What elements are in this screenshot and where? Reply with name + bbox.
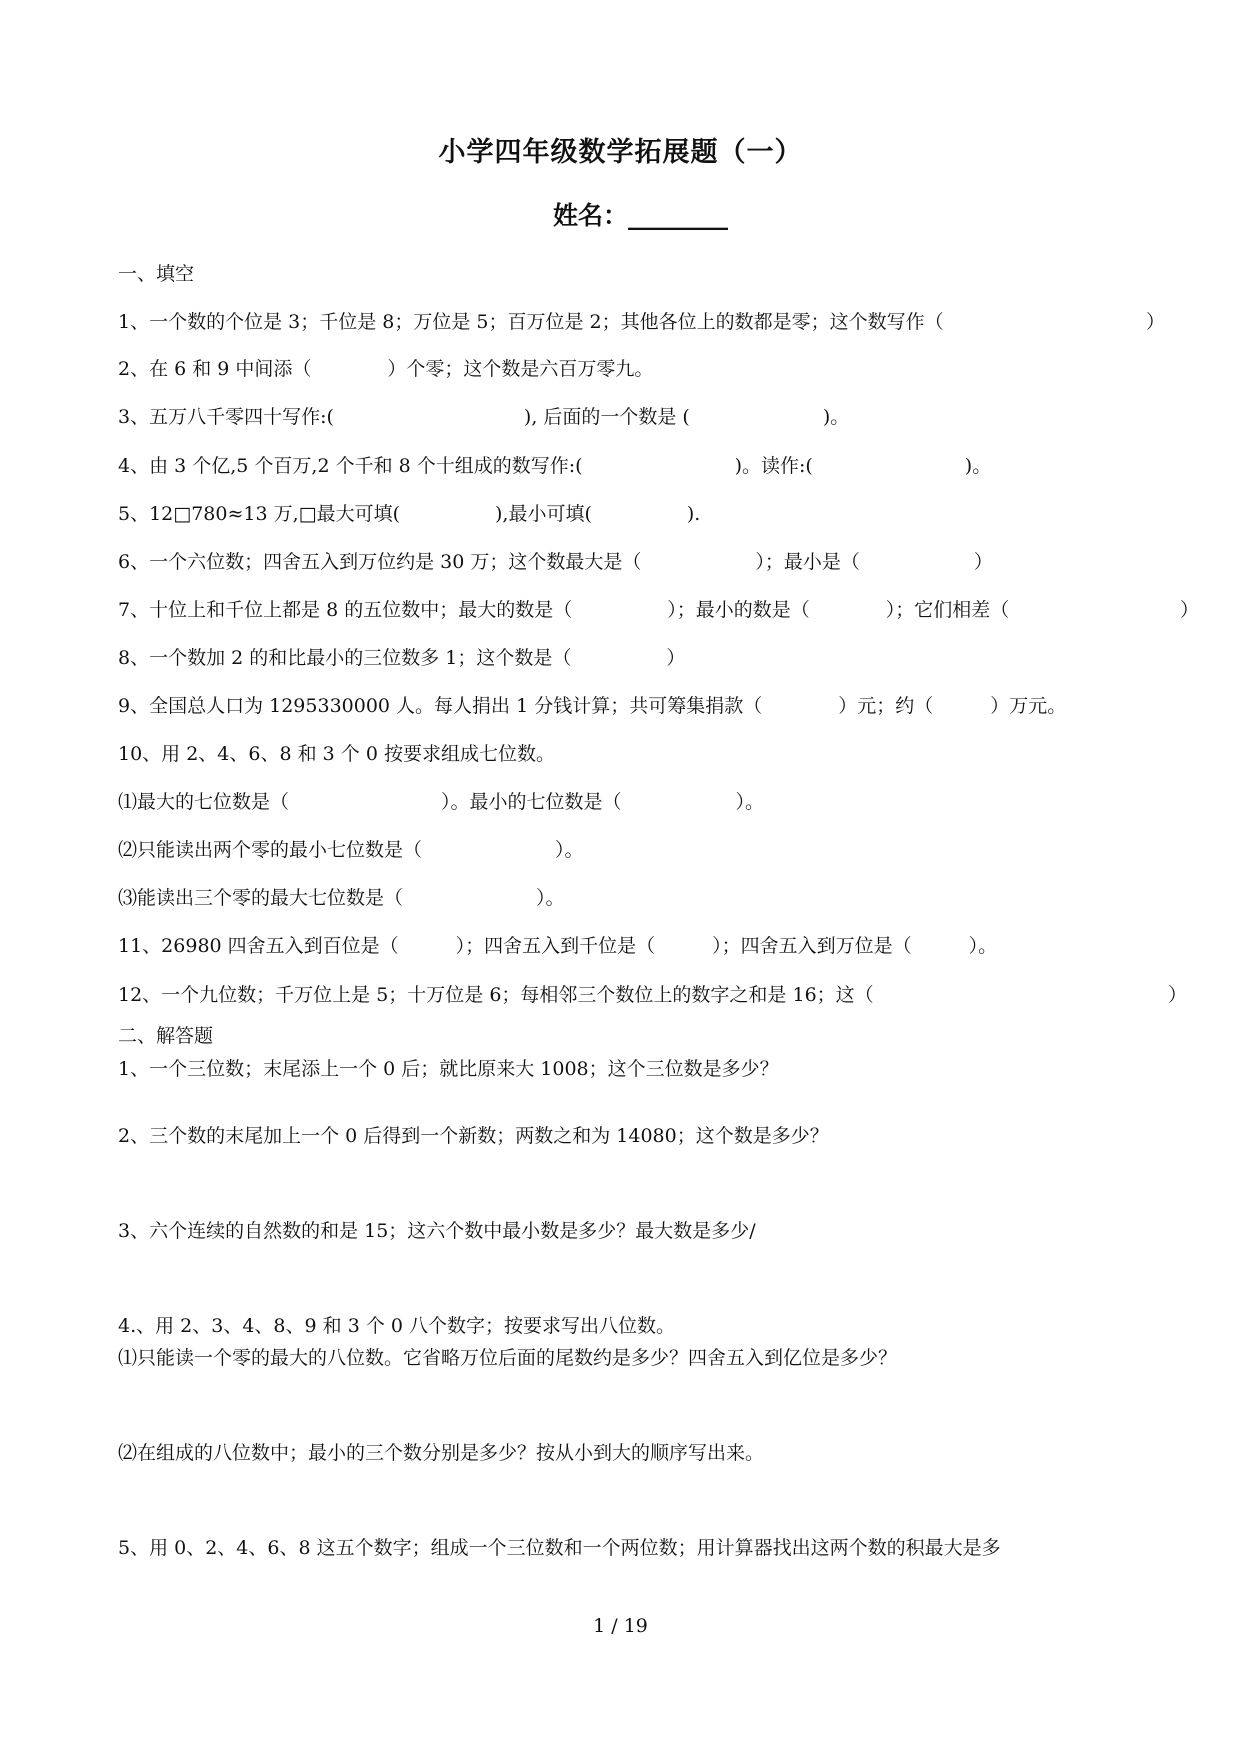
fill-question-3: 3、五万八千零四十写作:( ), 后面的一个数是 ( )。	[118, 406, 850, 428]
fill-question-6: 6、一个六位数；四舍五入到万位约是 30 万；这个数最大是（ ）；最小是（ ）	[118, 551, 993, 573]
fill-question-8: 8、一个数加 2 的和比最小的三位数多 1；这个数是（ ）	[118, 647, 686, 669]
name-blank: ________	[628, 201, 728, 230]
page-number: 1 / 19	[593, 1615, 648, 1637]
name-field-line	[0, 196, 1241, 232]
fill-question-1-end: ）	[1146, 311, 1166, 333]
fill-question-7-end: ）	[1180, 599, 1200, 621]
fill-question-10-2: ⑵只能读出两个零的最小七位数是（ ）。	[118, 839, 584, 861]
fill-question-1: 1、一个数的个位是 3；千位是 8；万位是 5；百万位是 2；其他各位上的数都是零；这个数写作（	[118, 311, 944, 333]
fill-question-5: 5、12□780≈13 万,□最大可填( ),最小可填( ).	[118, 503, 701, 525]
fill-question-10-1: ⑴最大的七位数是（ ）。最小的七位数是（ ）。	[118, 791, 765, 813]
name-label: 姓名：	[552, 201, 628, 230]
fill-question-10: 10、用 2、4、6、8 和 3 个 0 按要求组成七位数。	[118, 743, 555, 765]
fill-question-10-3: ⑶能读出三个零的最大七位数是（ ）。	[118, 887, 565, 909]
fill-question-7: 7、十位上和千位上都是 8 的五位数中；最大的数是（ ）；最小的数是（ ）；它们相差（	[118, 599, 1010, 621]
answer-question-3: 3、六个连续的自然数的和是 15；这六个数中最小数是多少？最大数是多少/	[118, 1220, 756, 1242]
fill-question-12-end: ）	[1168, 984, 1188, 1006]
answer-question-5: 5、用 0、2、4、6、8 这五个数字；组成一个三位数和一个两位数；用计算器找出这两个数的积最大是多	[118, 1537, 1001, 1559]
fill-question-11: 11、26980 四舍五入到百位是（ ）；四舍五入到千位是（ ）；四舍五入到万位是（ ）。	[118, 935, 998, 957]
answer-question-4-1: ⑴只能读一个零的最大的八位数。它省略万位后面的尾数约是多少？四舍五入到亿位是多少？	[118, 1347, 898, 1369]
answer-question-4-2: ⑵在组成的八位数中；最小的三个数分别是多少？按从小到大的顺序写出来。	[118, 1442, 765, 1464]
fill-question-4: 4、由 3 个亿,5 个百万,2 个千和 8 个十组成的数写作:( )。读作:( )。	[118, 455, 992, 477]
answer-question-2: 2、三个数的末尾加上一个 0 后得到一个新数；两数之和为 14080；这个数是多少？	[118, 1125, 829, 1147]
page-title: 小学四年级数学拓展题（一）	[438, 137, 803, 168]
answer-question-4: 4.、用 2、3、4、8、9 和 3 个 0 八个数字；按要求写出八位数。	[118, 1315, 675, 1337]
section2-heading: 二、解答题	[118, 1025, 214, 1047]
section1-heading: 一、填空	[118, 263, 195, 285]
fill-question-12: 12、一个九位数；千万位上是 5；十万位是 6；每相邻三个数位上的数字之和是 16；这（	[118, 984, 874, 1006]
answer-question-1: 1、一个三位数；末尾添上一个 0 后；就比原来大 1008；这个三位数是多少？	[118, 1058, 779, 1080]
fill-question-9: 9、全国总人口为 1295330000 人。每人捐出 1 分钱计算；共可筹集捐款（ ）元；约（ ）万元。	[118, 695, 1067, 717]
fill-question-2: 2、在 6 和 9 中间添（ ）个零；这个数是六百万零九。	[118, 358, 654, 380]
